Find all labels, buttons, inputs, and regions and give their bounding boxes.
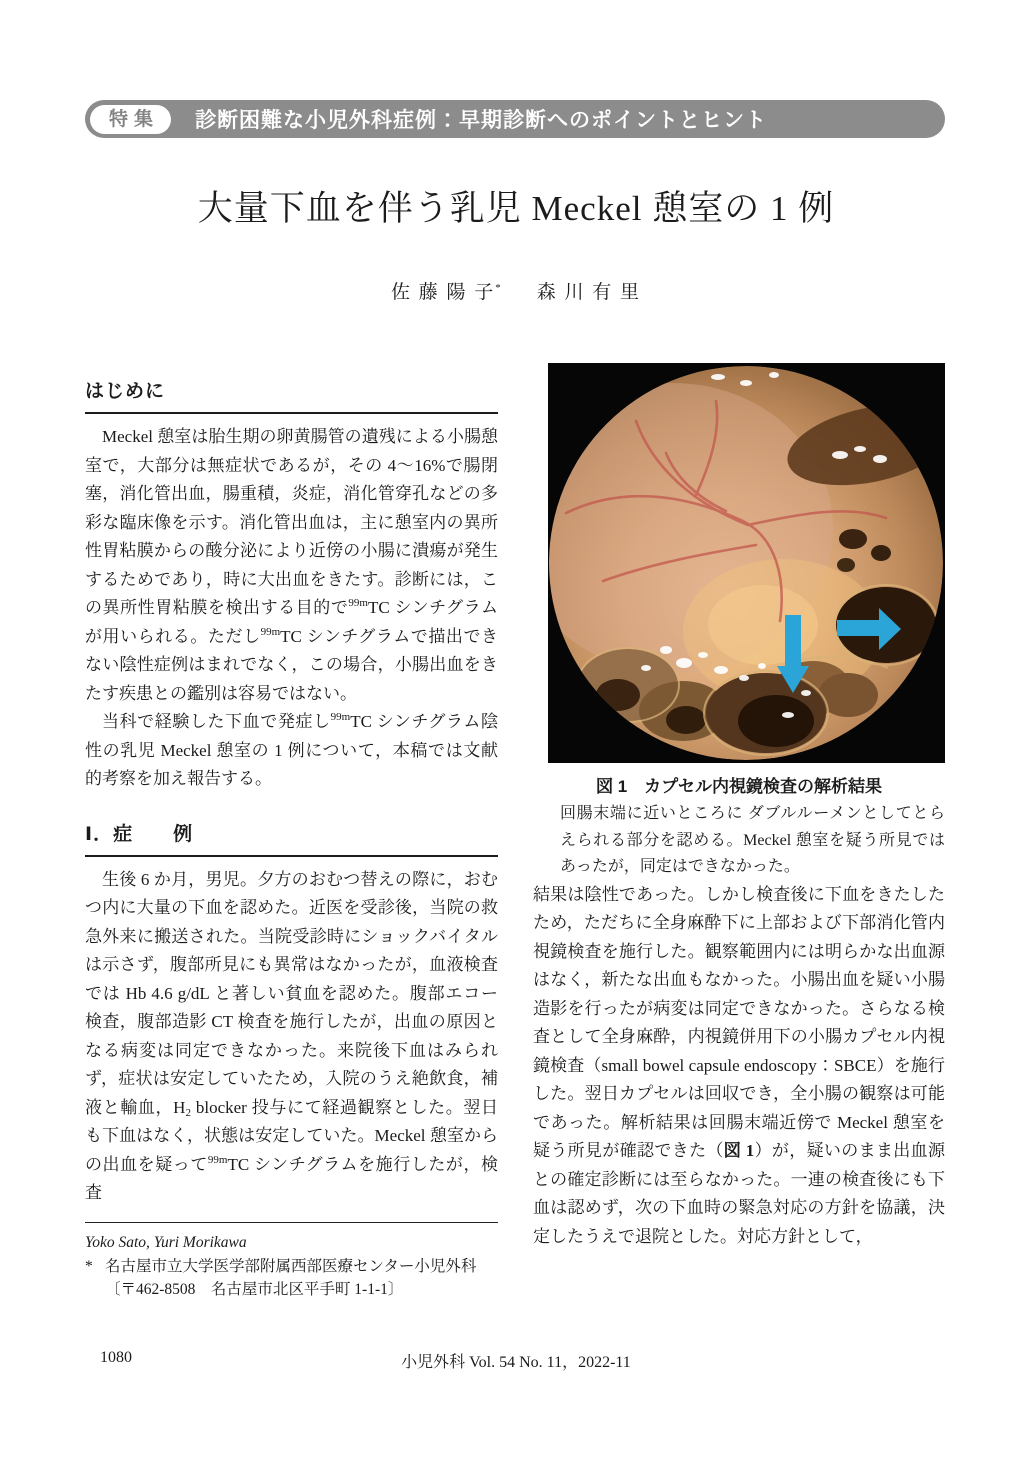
author-affiliation-mark: * [495,282,501,294]
figure-caption-body: 回腸末端に近いところに ダブルルーメンとしてとらえられる部分を認める。Meckel 憩室を疑う所見ではあったが，同定はできなかった。 [560,805,945,875]
footnote-affiliation: * 名古屋市立大学医学部附属西部医療センター小児外科 [85,1255,498,1279]
authors-line [0,277,1032,304]
column-right [533,363,945,1251]
journal-line: 小児外科 Vol. 54 No. 11，2022-11 [401,1354,631,1371]
intro-paragraph-1: Meckel 憩室は胎生期の卵黄腸管の遺残による小腸憩室で，大部分は無症状であるが，その 4～16%で腸閉塞，消化管出血，腸重積，炎症，消化管穿孔などの多彩な臨床像を示す。消化管出血は，主に憩室内の異所性胃粘膜からの酸分泌により近傍の小腸に潰瘍が発生するためであり，時に大出血をきたす。診断には，この異所性胃粘膜を検出する目的で$^{99m}$TC シンチグラムが用いられる。ただし$^{99m}$TC シンチグラムで描出できない陰性症例はまれでなく，この場合，小腸出血をきたす疾患との鑑別は容易ではない。 [85,427,499,703]
feature-band-title: 診断困難な小児外科症例：早期診断へのポイントとヒント [195,109,768,132]
feature-badge: 特集 [90,105,171,134]
footnote [85,1222,498,1302]
footnote-address: 〔〒462-8508 名古屋市北区平手町 1-1-1〕 [105,1281,404,1298]
intro-paragraph-2: 当科で経験した下血で発症し$^{99m}$TC シンチグラム陰性の乳児 Meckel 憩室の 1 例について，本稿では文献的考察を加え報告する。 [85,711,499,788]
continuation-paragraph: 結果は陰性であった。しかし検査後に下血をきたしたため，ただちに全身麻酔下に上部および下部消化管内視鏡検査を施行した。観察範囲内には明らかな出血源はなく，新たな出血もなかった。小腸出血を疑い小腸造影を行ったが病変は同定できなかった。さらなる検査として全身麻酔，内視鏡併用下の小腸カプセル内視鏡検査（small bowel capsule endoscopy：SBCE）を施行した。翌日カプセルは回収でき，全小腸の観察は可能であった。解析結果は回腸末端近傍で Meckel 憩室を疑う所見が確認できた（図 1）が，疑いのまま出血源との確定診断には至らなかった。一連の検査後にも下血は認めず，次の下血時の緊急対応の方針を協議，決定したうえで退院とした。対応方針として， [533,884,945,1246]
article-title: 大量下血を伴う乳児 Meckel 憩室の 1 例 [197,189,835,228]
case-paragraph-1: 生後 6 か月，男児。夕方のおむつ替えの際に，おむつ内に大量の下血を認めた。近医を受診後，当院の救急外来に搬送された。当院受診時にショックバイタルは示さず，腹部所見にも異常はなかったが，血液検査では Hb 4.6 g/dL と著しい貧血を認めた。腹部エコー検査，腹部造影 CT 検査を施行したが，出血の原因となる病変は同定できなかった。来院後下血はみられず，症状は安定していたため，入院のうえ絶飲食，補液と輸血，$H_2$ blocker 投与にて経過観察とした。翌日も下血はなく，状態は安定していた。Meckel 憩室からの出血を疑って$^{99m}$TC シンチグラムを施行したが，検査 [85,869,499,1202]
page-number: 1080 [100,1349,132,1366]
column-left [85,376,498,1208]
figure-caption-title: 図 1 カプセル内視鏡検査の解析結果 [595,777,882,796]
author-name-2: 森 川 有 里 [536,282,642,303]
footnote-mark: * [85,1257,93,1275]
feature-band [85,100,945,138]
section-heading-case: Ⅰ．症 例 [85,819,498,857]
footnote-authors-en: Yoko Sato, Yuri Morikawa [85,1234,247,1251]
section-heading-intro: はじめに [85,376,498,414]
author-name-1: 佐 藤 陽 子* [390,282,501,303]
figure-1 [548,363,945,763]
endoscopy-image [548,363,945,763]
